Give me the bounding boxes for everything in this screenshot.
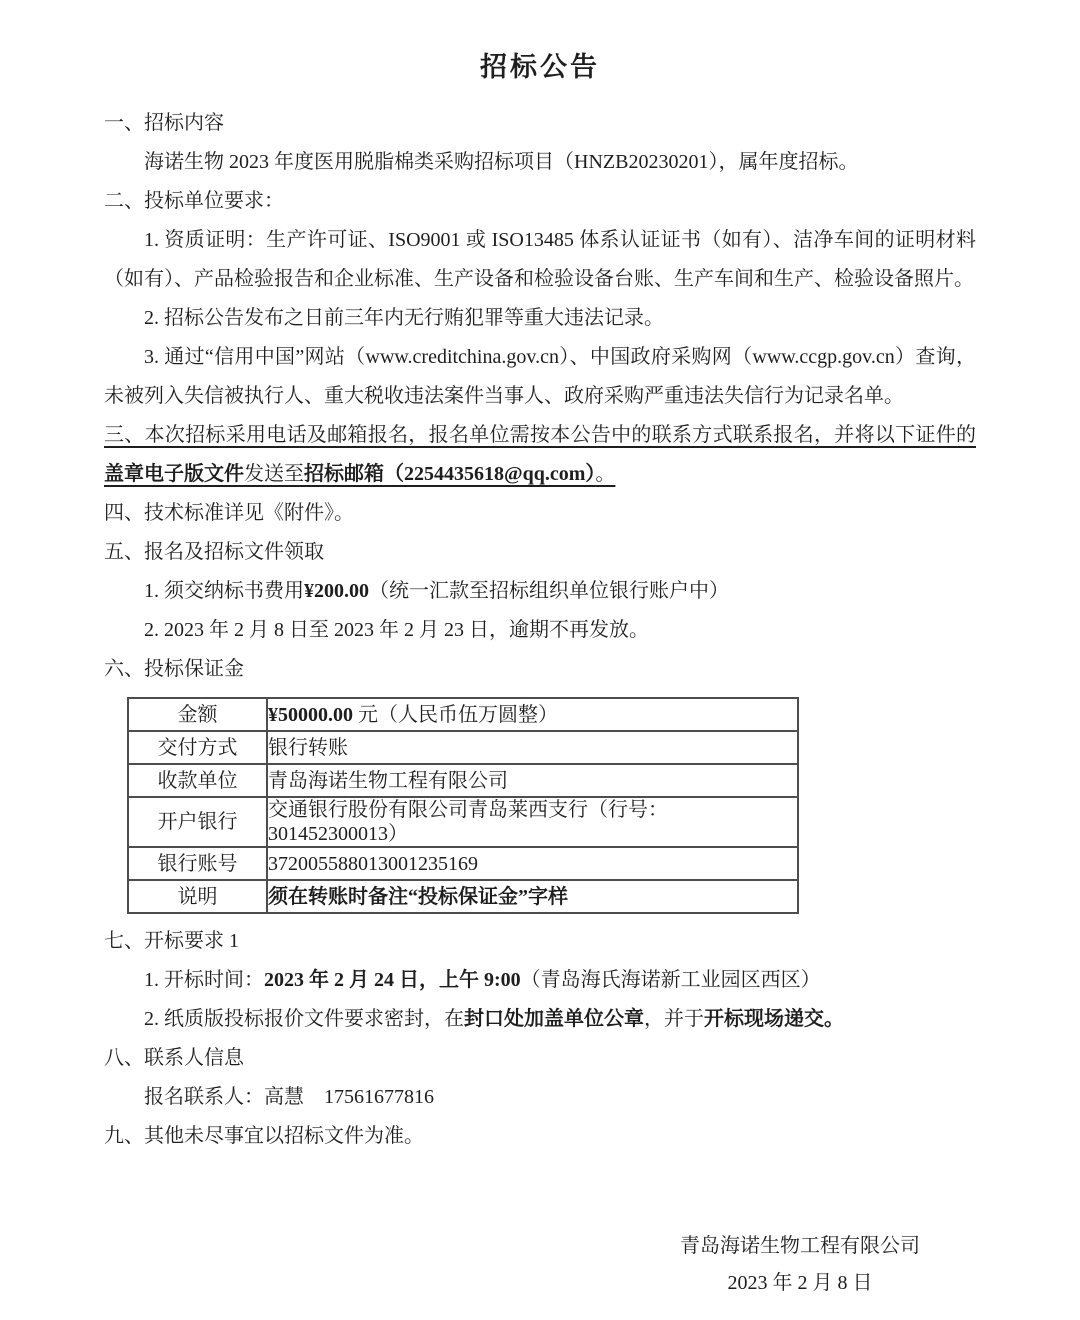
row-value-amount: [267, 698, 798, 731]
row-value-note: 须在转账时备注“投标保证金”字样: [267, 880, 798, 913]
row-label-account-number: 银行账号: [128, 847, 267, 880]
section-5-item-1: [104, 572, 976, 611]
bold-run-onsite-submission: 开标现场递交。: [704, 1008, 844, 1030]
row-value-account-number: 372005588013001235169: [267, 847, 798, 880]
table-row-account-number: [128, 847, 798, 880]
text-run: 元（人民币伍万圆整）: [353, 703, 558, 726]
row-value-payment-method: 银行转账: [267, 731, 798, 764]
section-2-item-3: 3. 通过“信用中国”网站（www.creditchina.gov.cn）、中国政府采购网（www.ccgp.gov.cn）查询，未被列入失信被执行人、重大税收违法案件当事人、政府采购严重违法失信行为记录名单。: [104, 346, 976, 407]
section-9-heading: 九、其他未尽事宜以招标文件为准。: [104, 1125, 424, 1147]
row-label-note: 说明: [128, 880, 267, 913]
table-row-note: [128, 880, 798, 913]
section-5-heading: 五、报名及招标文件领取: [104, 541, 324, 563]
row-label-payment-method: 交付方式: [128, 731, 267, 764]
table-row-bank: [128, 797, 798, 847]
text-run: 2. 纸质版投标报价文件要求密封，在: [144, 1008, 464, 1030]
table-row-payment-method: [128, 731, 798, 764]
section-8-contact: 报名联系人：高慧 17561677816: [144, 1086, 434, 1108]
section-8-heading: 八、联系人信息: [104, 1047, 244, 1069]
signature-date: 2023 年 2 月 8 日: [727, 1272, 873, 1294]
document-title: 招标公告: [480, 52, 600, 82]
bid-bond-table: [127, 697, 799, 914]
section-1-body: 海诺生物 2023 年度医用脱脂棉类采购招标项目（HNZB20230201），属年度招标。: [144, 151, 859, 173]
row-value-bank: 交通银行股份有限公司青岛莱西支行（行号：301452300013）: [267, 797, 798, 847]
section-4-heading: 四、技术标准详见《附件》。: [104, 502, 354, 524]
row-value-payee: 青岛海诺生物工程有限公司: [267, 764, 798, 797]
table-row-amount: [128, 698, 798, 731]
text-run: （青岛海氏海诺新工业园区西区）: [520, 969, 821, 991]
section-2-heading: 二、投标单位要求：: [104, 190, 284, 212]
bold-run-tender-email: 招标邮箱（2254435618@qq.com）: [304, 463, 596, 485]
section-6-heading: 六、投标保证金: [104, 658, 244, 680]
text-run: 1. 须交纳标书费用: [144, 580, 304, 602]
section-7-item-1: [104, 961, 976, 1000]
section-7-item-2: [104, 1000, 976, 1039]
signature-block: [680, 1228, 920, 1302]
section-3-heading: [104, 416, 976, 494]
section-2-item-2: 2. 招标公告发布之日前三年内无行贿犯罪等重大违法记录。: [144, 307, 664, 329]
row-label-bank: 开户银行: [128, 797, 267, 847]
bold-run-stamped-efile: 盖章电子版文件: [104, 463, 244, 485]
table-row-payee: [128, 764, 798, 797]
bold-run-bond-amount: ¥50000.00: [268, 703, 353, 726]
text-run: 。: [595, 463, 616, 485]
bold-run-document-fee: ¥200.00: [304, 580, 369, 602]
text-run: 1. 开标时间：: [144, 969, 264, 991]
row-label-payee: 收款单位: [128, 764, 267, 797]
text-run: （统一汇款至招标组织单位银行账户中）: [369, 580, 729, 602]
bold-run-seal-requirement: 封口处加盖单位公章: [464, 1008, 644, 1030]
text-run: 发送至: [244, 463, 304, 485]
section-5-item-2: 2. 2023 年 2 月 8 日至 2023 年 2 月 23 日，逾期不再发放。: [144, 619, 649, 641]
section-7-heading: 七、开标要求 1: [104, 930, 239, 952]
text-run: ，并于: [644, 1008, 704, 1030]
company-name: 青岛海诺生物工程有限公司: [680, 1235, 920, 1257]
section-2-item-1: 1. 资质证明：生产许可证、ISO9001 或 ISO13485 体系认证证书（如有）、洁净车间的证明材料（如有）、产品检验报告和企业标准、生产设备和检验设备台账、生产车间和生产、检验设备照片。: [104, 229, 976, 290]
section-1-heading: 一、招标内容: [104, 112, 224, 134]
bold-run-opening-time: 2023 年 2 月 24 日，上午 9:00: [264, 969, 521, 991]
row-label-amount: 金额: [128, 698, 267, 731]
text-run: 三、本次招标采用电话及邮箱报名，报名单位需按本公告中的联系方式联系报名，并将以下证件的: [104, 424, 976, 446]
